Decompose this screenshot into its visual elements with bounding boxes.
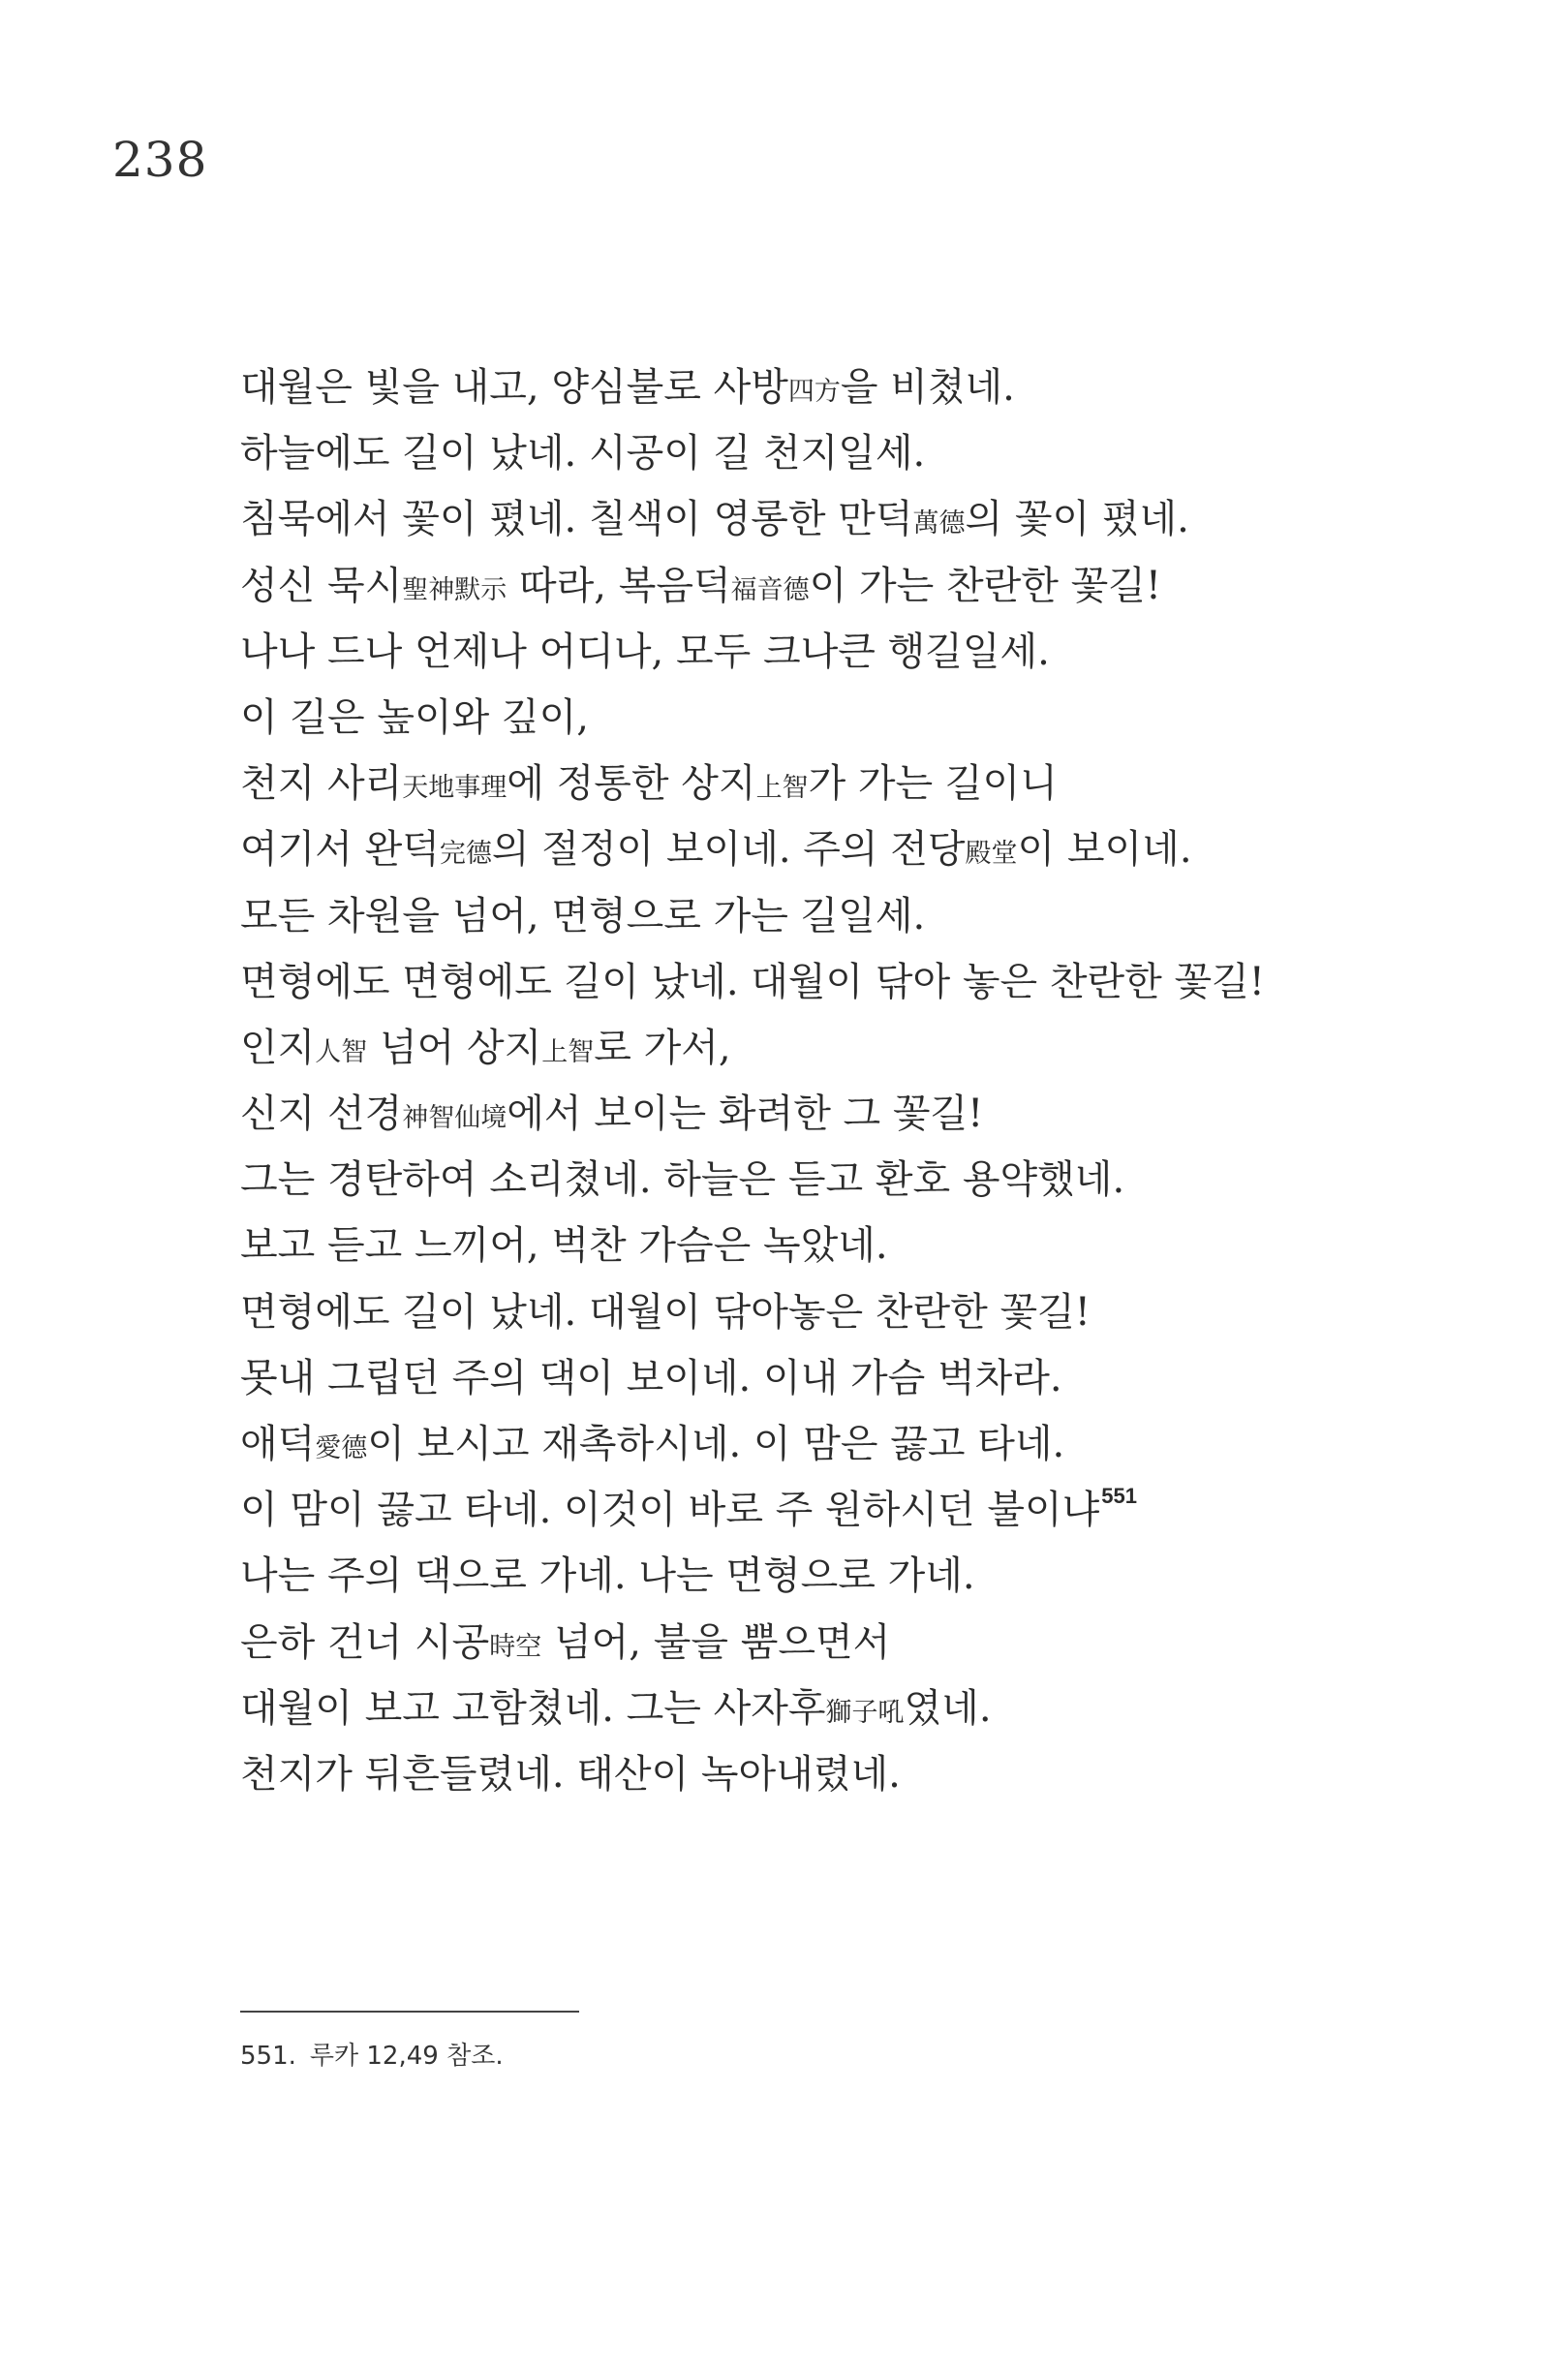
hanja-annotation: 人智 [315, 1036, 368, 1067]
hanja-annotation: 獅子吼 [825, 1697, 905, 1728]
text-segment: 면형에도 면형에도 길이 났네. 대월이 닦아 놓은 찬란한 꽃길! [240, 959, 1265, 1004]
text-segment: 대월이 보고 고함쳤네. 그는 사자후 [240, 1685, 826, 1731]
text-segment: 였네. [904, 1685, 992, 1731]
text-segment: 나나 드나 언제나 어디나, 모두 크나큰 행길일세. [240, 629, 1050, 674]
text-segment: 가 가는 길이니 [808, 761, 1058, 807]
hanja-annotation: 上智 [541, 1036, 595, 1067]
text-segment: 성신 묵시 [240, 563, 403, 608]
footnote-divider [240, 2011, 579, 2013]
poem-line [240, 1147, 1451, 1213]
poem-line [240, 619, 1451, 685]
poem-line [240, 1477, 1451, 1543]
text-segment: 에서 보이는 화려한 그 꽃길! [507, 1092, 984, 1137]
poem-line [240, 1741, 1451, 1807]
hanja-annotation: 神智仙境 [402, 1103, 507, 1134]
hanja-annotation: 四方 [787, 377, 841, 407]
text-segment: 나는 주의 댁으로 가네. 나는 면형으로 가네. [240, 1553, 975, 1599]
poem-line [240, 553, 1451, 619]
page-number: 238 [112, 132, 208, 188]
text-segment: 이 맘이 끓고 타네. 이것이 바로 주 원하시던 불이냐 [240, 1488, 1100, 1533]
footnote-reference: 551 [1101, 1484, 1137, 1509]
text-segment: 하늘에도 길이 났네. 시공이 길 천지일세. [240, 431, 926, 477]
poem-line [240, 420, 1451, 486]
footnote [240, 2042, 504, 2072]
poem-line [240, 354, 1451, 420]
poem-line [240, 1610, 1451, 1676]
text-segment: 대월은 빛을 내고, 양심불로 사방 [240, 365, 788, 410]
hanja-annotation: 時空 [489, 1631, 542, 1662]
text-segment: 보고 듣고 느끼어, 벅찬 가슴은 녹았네. [240, 1223, 888, 1269]
text-segment: 이 보이네. [1017, 827, 1192, 873]
poem-line [240, 685, 1451, 751]
text-segment: 여기서 완덕 [240, 827, 440, 873]
text-segment: 넘어, 불을 뿜으면서 [541, 1619, 891, 1665]
footnote-text: 루카 12,49 참조. [309, 2042, 504, 2071]
poem-line [240, 751, 1451, 816]
poem-line [240, 1345, 1451, 1411]
text-segment: 못내 그립던 주의 댁이 보이네. 이내 가슴 벅차라. [240, 1355, 1062, 1400]
text-segment: 의 꽃이 폈네. [965, 497, 1189, 542]
hanja-annotation: 愛德 [315, 1433, 368, 1463]
text-segment: 넘어 상지 [367, 1025, 542, 1070]
text-segment: 천지 사리 [240, 761, 403, 807]
text-segment: 그는 경탄하여 소리쳤네. 하늘은 듣고 환호 용약했네. [240, 1157, 1125, 1203]
text-segment: 모든 차원을 넘어, 면형으로 가는 길일세. [240, 893, 926, 938]
text-segment: 이 보시고 재촉하시네. 이 맘은 끓고 타네. [367, 1422, 1065, 1466]
poem-line [240, 1081, 1451, 1147]
text-segment: 로 가서, [594, 1025, 731, 1070]
text-segment: 애덕 [240, 1422, 316, 1466]
text-segment: 신지 선경 [240, 1092, 403, 1137]
text-segment: 의 절정이 보이네. 주의 전당 [491, 827, 966, 873]
poem-line [240, 949, 1451, 1015]
footnote-number: 551. [240, 2042, 296, 2071]
poem-line [240, 883, 1451, 949]
text-segment: 침묵에서 꽃이 폈네. 칠색이 영롱한 만덕 [240, 497, 913, 542]
text-segment: 에 정통한 상지 [507, 761, 756, 807]
poem-line [240, 1213, 1451, 1278]
poem-line [240, 1411, 1451, 1477]
text-segment: 인지 [240, 1025, 316, 1070]
text-segment: 을 비쳤네. [840, 365, 1015, 410]
text-segment: 이 길은 높이와 깊이, [240, 694, 589, 740]
text-segment: 천지가 뒤흔들렸네. 태산이 녹아내렸네. [240, 1751, 901, 1797]
text-segment: 이 가는 찬란한 꽃길! [809, 563, 1161, 608]
hanja-annotation: 聖神默示 [402, 574, 507, 605]
text-segment: 따라, 복음덕 [507, 563, 731, 608]
poem-line [240, 816, 1451, 882]
hanja-annotation: 天地事理 [402, 773, 507, 804]
poem-line [240, 1543, 1451, 1609]
text-segment: 은하 건너 시공 [240, 1619, 490, 1665]
poem-line [240, 1676, 1451, 1741]
poem-line [240, 1279, 1451, 1345]
hanja-annotation: 上智 [755, 773, 809, 804]
hanja-annotation: 殿堂 [965, 839, 1018, 870]
poem-body [240, 354, 1451, 1807]
text-segment: 면형에도 길이 났네. 대월이 닦아놓은 찬란한 꽃길! [240, 1289, 1091, 1335]
poem-line [240, 1015, 1451, 1081]
hanja-annotation: 萬德 [912, 508, 966, 539]
hanja-annotation: 福音德 [730, 574, 810, 605]
hanja-annotation: 完德 [439, 839, 492, 870]
poem-line [240, 486, 1451, 552]
